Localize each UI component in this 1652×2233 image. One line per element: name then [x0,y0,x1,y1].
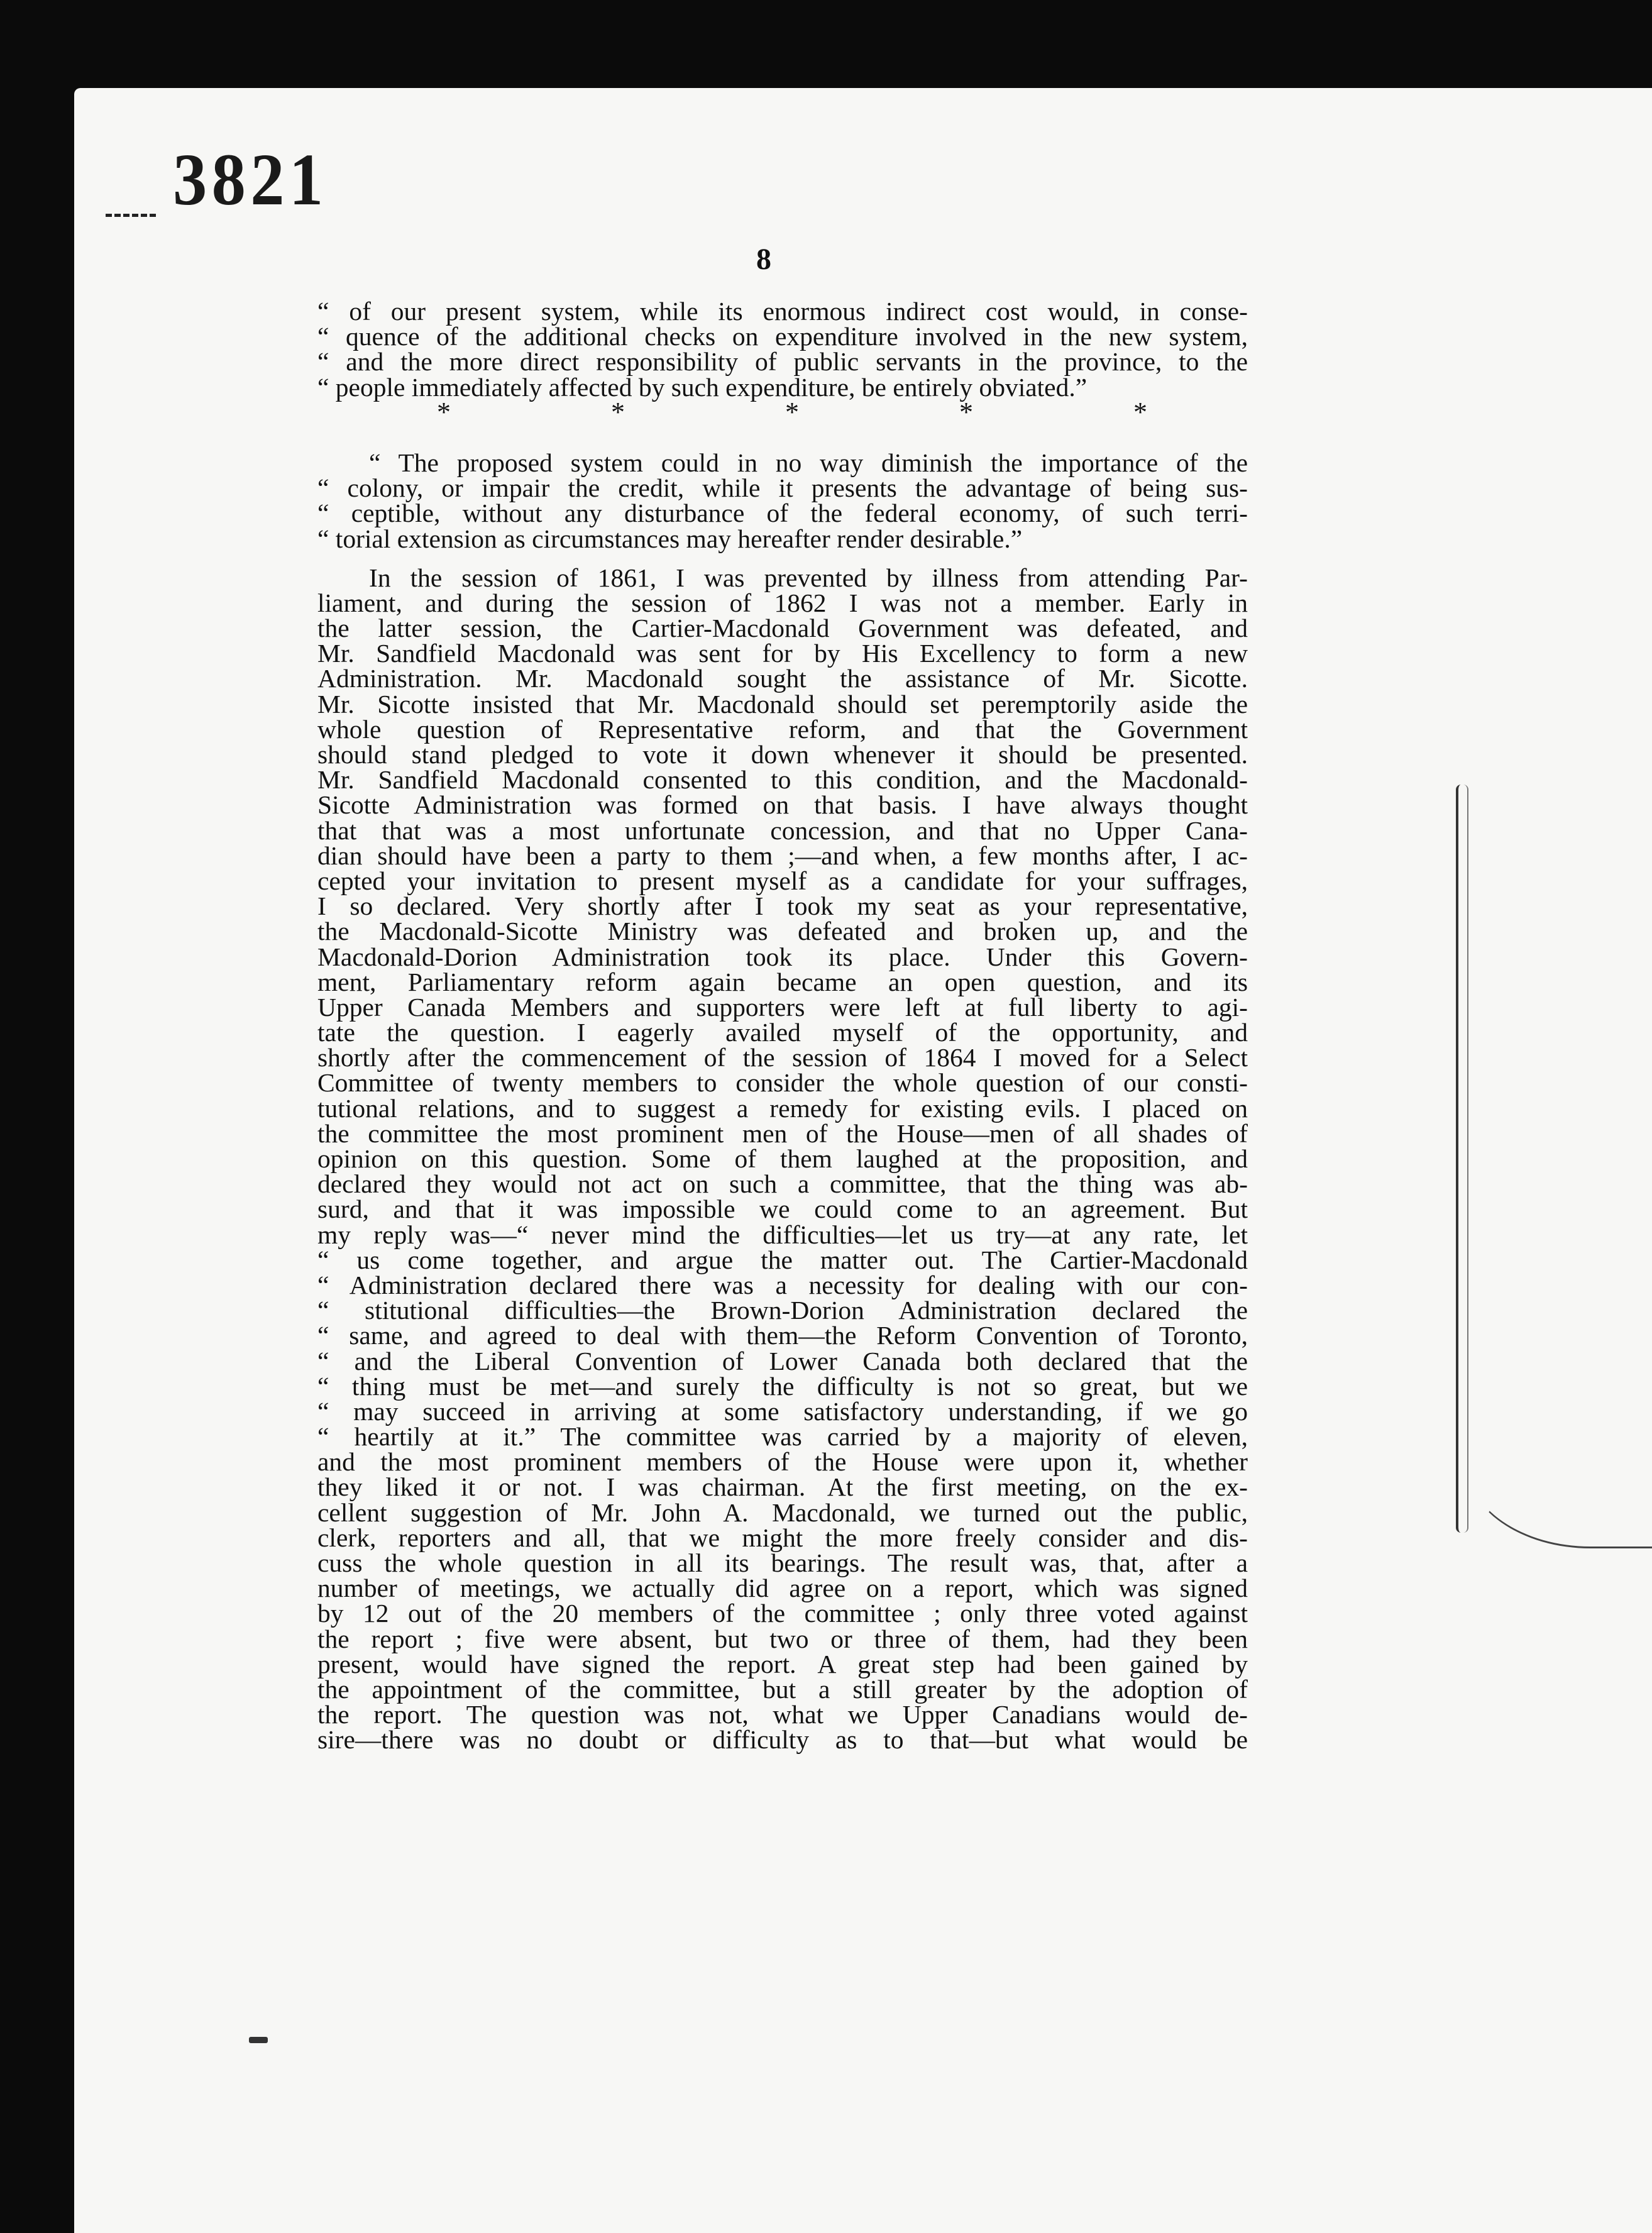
body-line: by 12 out of the 20 members of the committee ; only three voted against [317,1599,1248,1628]
quote-line: “ of our present system, while its enormous indirect cost would, in conse- [317,297,1248,326]
stamp-dash-mark [106,214,156,221]
body-line: “ stitutional difficulties—the Brown-Dorion Administration declared the [317,1296,1248,1325]
body-line: In the session of 1861, I was prevented by illness from attending Par- [369,563,1248,592]
body-line: the Macdonald-Sicotte Ministry was defeated and broken up, and the [317,917,1248,946]
body-line: should stand pledged to vote it down whenever it should be presented. [317,740,1248,769]
body-line: cepted your invitation to present myself as a candidate for your suffrages, [317,866,1248,895]
body-line: Mr. Sandfield Macdonald was sent for by His Excellency to form a new [317,639,1248,668]
body-paragraph [317,565,1248,1753]
star: * [1133,396,1147,427]
quote-line: “ and the more direct responsibility of public servants in the province, to the [317,347,1248,377]
quote-line: “ The proposed system could in no way diminish the importance of the [369,448,1248,477]
body-line: cuss the whole question in all its bearings. The result was, that, after a [317,1548,1248,1577]
quote-block-2 [317,450,1248,551]
body-line: shortly after the commencement of the session of 1864 I moved for a Select [317,1043,1248,1072]
body-line: “ us come together, and argue the matter out. The Cartier-Macdonald [317,1245,1248,1274]
body-line: the committee the most prominent men of the House—men of all shades of [317,1118,1248,1148]
body-line: “ and the Liberal Convention of Lower Canada both declared that the [317,1346,1248,1376]
archive-stamp-number: 3821 [173,138,328,221]
body-line: “ Administration declared there was a necessity for dealing with our con- [317,1270,1248,1299]
body-line: Mr. Sicotte insisted that Mr. Macdonald should set peremptorily aside the [317,689,1248,719]
body-line: present, would have signed the report. A great step had been gained by [317,1649,1248,1679]
body-line: Administration. Mr. Macdonald sought the assistance of Mr. Sicotte. [317,664,1248,693]
quote-line: “ colony, or impair the credit, while it presents the advantage of being sus- [317,473,1248,503]
body-line: “ heartily at it.” The committee was carried by a majority of eleven, [317,1422,1248,1452]
body-line: number of meetings, we actually did agree on a report, which was signed [317,1574,1248,1603]
body-line: whole question of Representative reform, and that the Government [317,714,1248,744]
body-line: cellent suggestion of Mr. John A. Macdonald, we turned out the public, [317,1497,1248,1527]
separator-stars [317,396,1248,427]
body-line: they liked it or not. I was chairman. At the first meeting, on the ex- [317,1472,1248,1502]
quote-line: “ quence of the additional checks on expenditure involved in the new system, [317,322,1248,351]
body-line: tutional relations, and to suggest a remedy for existing evils. I placed on [317,1093,1248,1123]
spacer [317,425,1248,450]
body-line: Sicotte Administration was formed on that basis. I have always thought [317,790,1248,820]
star: * [611,396,625,427]
scan-top-border [0,0,1652,88]
body-line: “ may succeed in arriving at some satisfactory understanding, if we go [317,1396,1248,1426]
quote-line: “ ceptible, without any disturbance of the federal economy, of such terri- [317,499,1248,528]
body-line: opinion on this question. Some of them laughed at the proposition, and [317,1144,1248,1173]
body-line: surd, and that it was impossible we could come to an agreement. But [317,1194,1248,1224]
margin-line-mark [1456,785,1468,1533]
page-number: 8 [756,243,771,276]
body-line: the appointment of the committee, but a still greater by the adoption of [317,1674,1248,1704]
body-line: liament, and during the session of 1862 I was not a member. Early in [317,588,1248,617]
body-line: and the most prominent members of the House were upon it, whether [317,1447,1248,1477]
body-line: Upper Canada Members and supporters were left at full liberty to agi- [317,992,1248,1022]
quote-line: “ people immediately affected by such expenditure, be entirely obviated.” [317,372,1088,402]
body-line: “ thing must be met—and surely the difficulty is not so great, but we [317,1371,1248,1401]
body-line: Mr. Sandfield Macdonald consented to this condition, and the Macdonald- [317,765,1248,795]
quote-block-1 [317,299,1248,400]
body-line: the report ; five were absent, but two or three of them, had they been [317,1624,1248,1653]
body-line: the report. The question was not, what we Upper Canadians would de- [317,1700,1248,1729]
body-line: my reply was—“ never mind the difficulties—let us try—at any rate, let [317,1220,1248,1249]
body-line: dian should have been a party to them ;—and when, a few months after, I ac- [317,841,1248,870]
body-line: clerk, reporters and all, that we might the more freely consider and dis- [317,1523,1248,1552]
body-line: I so declared. Very shortly after I took my seat as your representative, [317,891,1248,921]
body-line: that that was a most unfortunate concession, and that no Upper Cana- [317,815,1248,845]
star: * [437,396,451,427]
star: * [785,396,799,427]
body-line: declared they would not act on such a committee, that the thing was ab- [317,1169,1248,1199]
body-line: ment, Parliamentary reform again became an open question, and its [317,967,1248,996]
body-line: the latter session, the Cartier-Macdonald Government was defeated, and [317,614,1248,643]
quote-line: “ torial extension as circumstances may hereafter render desirable.” [317,524,1023,553]
body-line: sire—there was no doubt or difficulty as to that—but what would be [317,1725,1248,1755]
body-line: “ same, and agreed to deal with them—the Reform Convention of Toronto, [317,1321,1248,1350]
scan-speck [249,2037,268,2043]
text-column [317,299,1248,1753]
body-line: tate the question. I eagerly availed myself of the opportunity, and [317,1018,1248,1047]
body-line: Macdonald-Dorion Administration took its place. Under this Govern- [317,942,1248,971]
body-line: Committee of twenty members to consider the whole question of our consti- [317,1068,1248,1098]
star: * [959,396,973,427]
